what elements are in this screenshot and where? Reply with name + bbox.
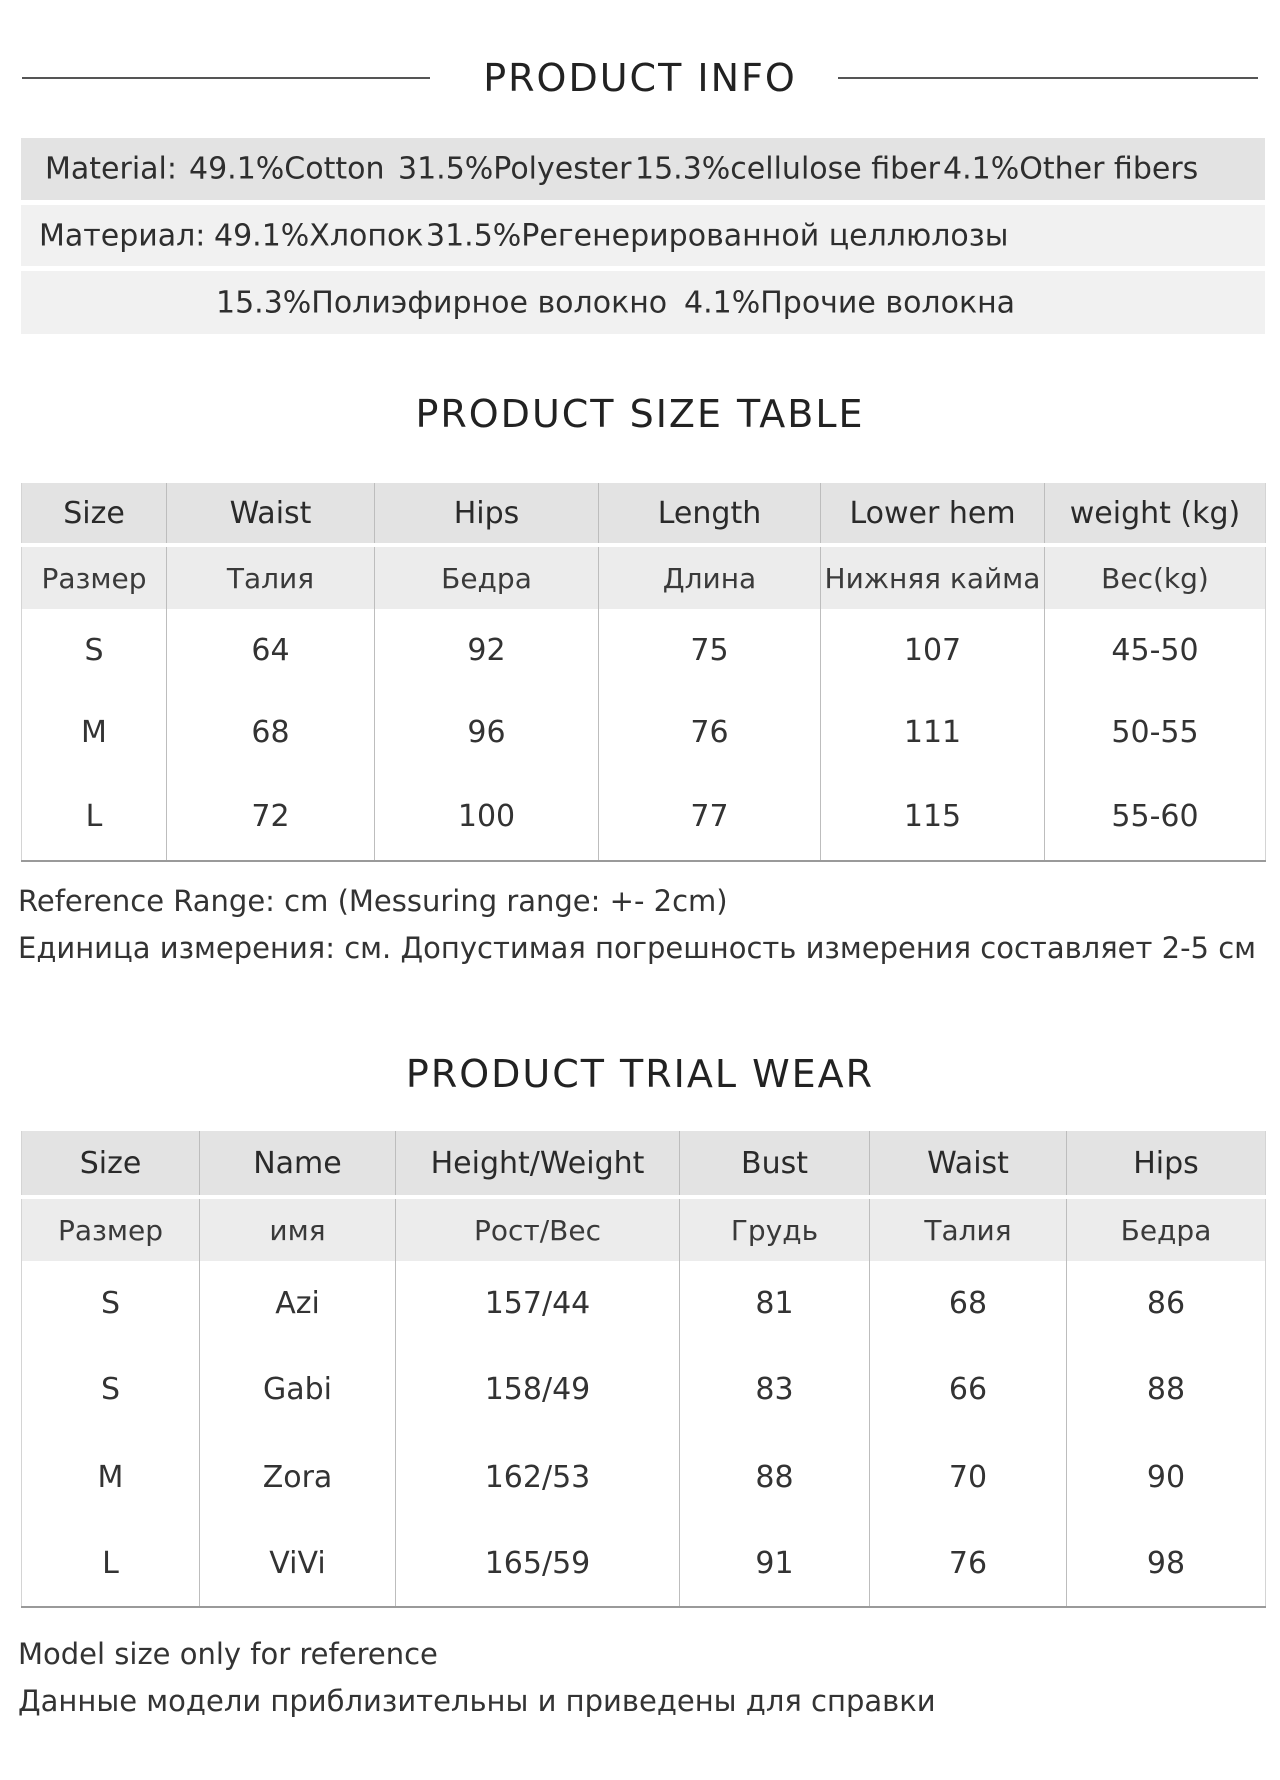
material-en-row [21, 138, 1265, 200]
table-cell: 70 [870, 1433, 1067, 1521]
size-table-note-ru: Единица измерения: см. Допустимая погрешность измерения составляет 2-5 см [18, 931, 1257, 965]
table-row [22, 1433, 1266, 1521]
size-table-header: Length [599, 483, 821, 545]
trial-wear-header: Бедра [1067, 1197, 1266, 1261]
trial-wear-header: Bust [680, 1131, 870, 1197]
trial-wear-header: Талия [870, 1197, 1067, 1261]
table-row [22, 1521, 1266, 1607]
trial-wear-header: Рост/Вес [396, 1197, 680, 1261]
table-cell: 157/44 [396, 1261, 680, 1345]
table-cell: 115 [821, 773, 1045, 861]
table-cell: 81 [680, 1261, 870, 1345]
size-table-header-ru [22, 545, 1266, 609]
size-table-header: Длина [599, 545, 821, 609]
table-cell: 55-60 [1045, 773, 1266, 861]
table-cell: 45-50 [1045, 609, 1266, 691]
material-ru-polyester: 15.3%Полиэфирное волокно [216, 285, 668, 320]
table-cell: Zora [200, 1433, 396, 1521]
trial-wear-header: Размер [22, 1197, 200, 1261]
trial-wear-header: Name [200, 1131, 396, 1197]
table-cell: 165/59 [396, 1521, 680, 1607]
table-cell: 107 [821, 609, 1045, 691]
table-row [22, 773, 1266, 861]
table-cell: 68 [870, 1261, 1067, 1345]
table-cell: 91 [680, 1521, 870, 1607]
trial-wear-table [21, 1131, 1266, 1608]
product-info-heading: PRODUCT INFO [483, 56, 797, 100]
size-table-header: Hips [375, 483, 599, 545]
material-ru-cotton: 49.1%Хлопок [214, 218, 424, 253]
size-table-header: Вес(kg) [1045, 545, 1266, 609]
trial-wear-header-ru [22, 1197, 1266, 1261]
material-en-other: 4.1%Other fibers [943, 151, 1199, 187]
table-cell: 83 [680, 1345, 870, 1433]
trial-wear-header: Height/Weight [396, 1131, 680, 1197]
material-en-cotton: 49.1%Cotton [189, 151, 385, 187]
size-table [21, 483, 1266, 862]
size-table-header: Waist [167, 483, 375, 545]
table-cell: 158/49 [396, 1345, 680, 1433]
table-cell: 50-55 [1045, 691, 1266, 773]
trial-wear-header-en [22, 1131, 1266, 1197]
material-ru-other: 4.1%Прочие волокна [684, 285, 1016, 320]
heading-rule-right [838, 77, 1258, 79]
table-cell: M [22, 691, 167, 773]
table-cell: 88 [1067, 1345, 1266, 1433]
table-cell: M [22, 1433, 200, 1521]
material-en-polyester: 31.5%Polyester [398, 151, 632, 187]
trial-wear-note-ru: Данные модели приблизительны и приведены для справки [18, 1684, 936, 1718]
table-cell: 77 [599, 773, 821, 861]
trial-wear-header: Size [22, 1131, 200, 1197]
table-cell: 66 [870, 1345, 1067, 1433]
size-table-header: Size [22, 483, 167, 545]
table-cell: 68 [167, 691, 375, 773]
table-cell: 96 [375, 691, 599, 773]
table-cell: 92 [375, 609, 599, 691]
trial-wear-note-en: Model size only for reference [18, 1637, 438, 1671]
table-row [22, 1345, 1266, 1433]
size-table-header: Бедра [375, 545, 599, 609]
material-en-label: Material: [45, 151, 177, 187]
trial-wear-header: имя [200, 1197, 396, 1261]
table-cell: L [22, 1521, 200, 1607]
table-cell: 76 [870, 1521, 1067, 1607]
table-cell: L [22, 773, 167, 861]
size-table-note-en: Reference Range: cm (Messuring range: +- 2cm) [18, 884, 728, 918]
table-cell: S [22, 1261, 200, 1345]
trial-wear-heading: PRODUCT TRIAL WEAR [405, 1052, 875, 1096]
size-table-header-en [22, 483, 1266, 545]
table-cell: Gabi [200, 1345, 396, 1433]
table-cell: 76 [599, 691, 821, 773]
material-en-cellulose: 15.3%cellulose fiber [635, 151, 940, 187]
size-table-heading: PRODUCT SIZE TABLE [415, 392, 865, 436]
material-ru-row-1 [21, 205, 1265, 266]
size-table-header: weight (kg) [1045, 483, 1266, 545]
table-cell: 98 [1067, 1521, 1266, 1607]
table-cell: 72 [167, 773, 375, 861]
table-cell: 100 [375, 773, 599, 861]
trial-wear-header: Грудь [680, 1197, 870, 1261]
table-row [22, 1261, 1266, 1345]
table-cell: S [22, 609, 167, 691]
size-table-header: Талия [167, 545, 375, 609]
table-cell: ViVi [200, 1521, 396, 1607]
table-row [22, 691, 1266, 773]
table-cell: 88 [680, 1433, 870, 1521]
table-cell: 75 [599, 609, 821, 691]
size-table-header: Размер [22, 545, 167, 609]
table-cell: 86 [1067, 1261, 1266, 1345]
trial-wear-header: Hips [1067, 1131, 1266, 1197]
material-ru-label: Материал: [39, 218, 206, 253]
table-cell: Azi [200, 1261, 396, 1345]
table-cell: S [22, 1345, 200, 1433]
material-ru-row-2 [21, 271, 1265, 334]
table-cell: 90 [1067, 1433, 1266, 1521]
table-cell: 162/53 [396, 1433, 680, 1521]
table-cell: 111 [821, 691, 1045, 773]
size-table-header: Lower hem [821, 483, 1045, 545]
size-table-header: Нижняя кайма [821, 545, 1045, 609]
table-cell: 64 [167, 609, 375, 691]
table-row [22, 609, 1266, 691]
material-ru-cellulose: 31.5%Регенерированной целлюлозы [426, 218, 1009, 253]
trial-wear-header: Waist [870, 1131, 1067, 1197]
